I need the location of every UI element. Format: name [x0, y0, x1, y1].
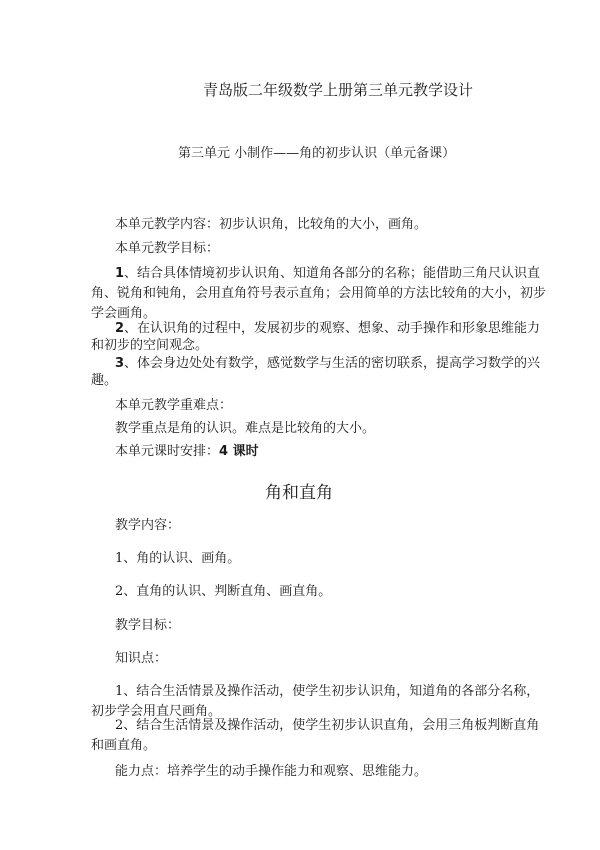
lesson-content-heading: 教学内容：	[115, 518, 181, 533]
lesson-title: 角和直角	[265, 483, 333, 503]
goal-2-line2: 和初步的空间观念。	[91, 338, 209, 353]
knowledge-1-line1: 1、结合生活情景及操作活动，使学生初步认识角，知道角的各部分名称，	[115, 684, 540, 699]
key-points-heading: 本单元教学重难点：	[115, 398, 233, 413]
unit-content: 本单元教学内容：初步认识角，比较角的大小，画角。	[115, 217, 428, 232]
knowledge-heading: 知识点：	[115, 651, 168, 666]
lesson-content-2: 2、直角的认识、判断直角、画直角。	[115, 584, 332, 599]
ability-point: 能力点：培养学生的动手操作能力和观察、思维能力。	[115, 764, 428, 779]
goal-2-text: 、在认识角的过程中，发展初步的观察、想象、动手操作和形象思维能力	[124, 321, 541, 336]
goal-1-text: 、结合具体情境初步认识角、知道角各部分的名称；能借助三角尺认识直	[124, 266, 541, 281]
knowledge-1-line2: 初步学会用直尺画角。	[91, 704, 222, 719]
schedule	[115, 444, 259, 460]
goal-3-line2: 趣。	[91, 373, 118, 388]
goal-3-text: 、体会身边处处有数学，感觉数学与生活的密切联系，提高学习数学的兴	[124, 356, 541, 371]
goal-1-line2: 角、锐角和钝角，会用直角符号表示直角；会用简单的方法比较角的大小，初步	[91, 286, 547, 301]
goal-2-line1	[115, 321, 540, 337]
schedule-label: 本单元课时安排：	[115, 444, 220, 459]
lesson-content-1: 1、角的认识、画角。	[115, 551, 241, 566]
knowledge-2-line1: 2、结合生活情景及操作活动，使学生初步认识直角，会用三角板判断直角	[115, 718, 540, 733]
knowledge-2-line2: 和画直角。	[91, 738, 157, 753]
goal-1-line1	[115, 266, 540, 282]
schedule-value: 4 课时	[219, 444, 259, 459]
goal-1-number: 1	[115, 266, 125, 281]
key-points: 教学重点是角的认识。难点是比较角的大小。	[115, 421, 376, 436]
goal-2-number: 2	[115, 321, 125, 336]
document-title: 青岛版二年级数学上册第三单元教学设计	[203, 81, 474, 99]
goal-1-line3: 学会画角。	[91, 306, 157, 321]
goal-3-line1	[115, 356, 540, 372]
unit-goals-heading: 本单元教学目标：	[115, 241, 220, 256]
goal-3-number: 3	[115, 356, 125, 371]
lesson-goals-heading: 教学目标：	[115, 618, 181, 633]
document-subtitle: 第三单元 小制作——角的初步认识（单元备课）	[178, 146, 456, 161]
